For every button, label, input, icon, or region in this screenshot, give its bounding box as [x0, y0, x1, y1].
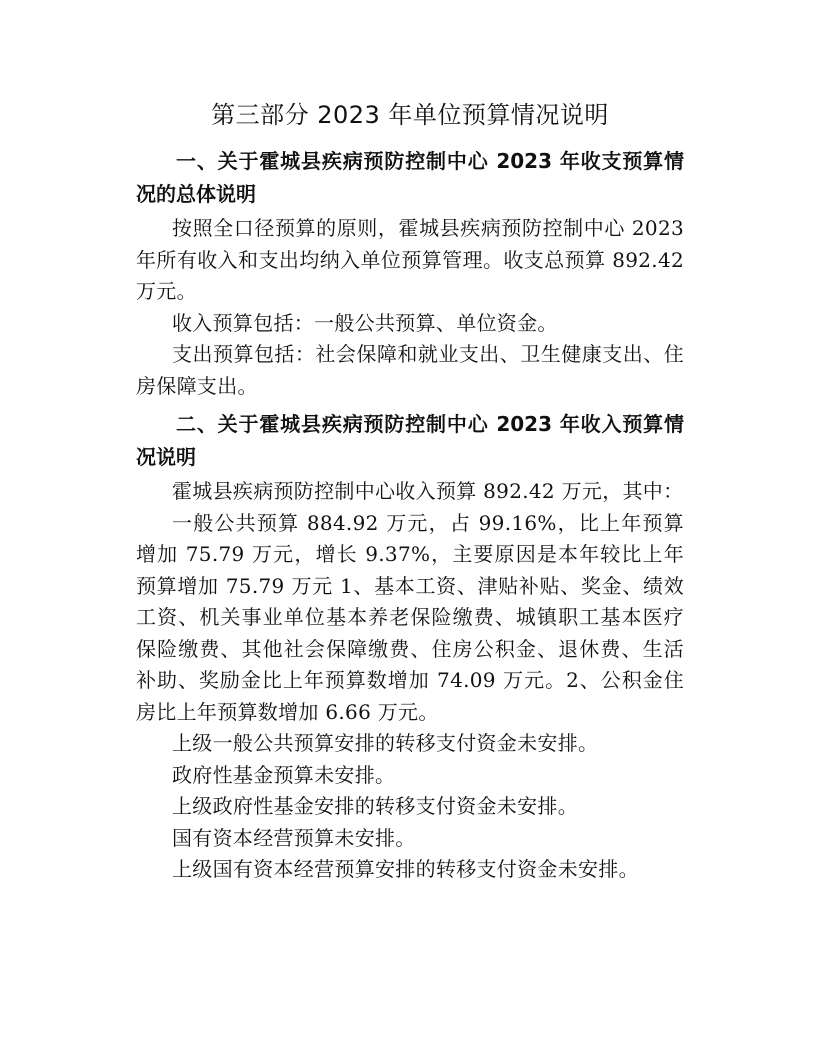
section-overview	[136, 145, 684, 402]
section-heading: 二、关于霍城县疾病预防控制中心 2023 年收入预算情况说明	[136, 412, 684, 469]
document-body	[136, 95, 684, 886]
paragraph: 按照全口径预算的原则，霍城县疾病预防控制中心 2023 年所有收入和支出均纳入单位预算管理。收支总预算 892.42 万元。	[136, 216, 684, 303]
paragraph: 霍城县疾病预防控制中心收入预算 892.42 万元，其中：	[172, 479, 684, 503]
paragraph: 上级一般公共预算安排的转移支付资金未安排。	[172, 731, 599, 755]
section-income	[136, 408, 684, 886]
section-heading: 一、关于霍城县疾病预防控制中心 2023 年收支预算情况的总体说明	[136, 149, 684, 206]
paragraph: 上级国有资本经营预算安排的转移支付资金未安排。	[172, 857, 639, 881]
paragraph: 支出预算包括：社会保障和就业支出、卫生健康支出、住房保障支出。	[136, 342, 684, 398]
paragraph: 政府性基金预算未安排。	[172, 762, 396, 787]
paragraph: 国有资本经营预算未安排。	[172, 825, 416, 850]
paragraph: 一般公共预算 884.92 万元，占 99.16%，比上年预算增加 75.79 万元，增长 9.37%，主要原因是本年较比上年预算增加 75.79 万元 1、基本工资、津贴补贴、奖金、绩效工资、机关事业单位基本养老保险缴费、城镇职工基本医疗保险缴费、其他社会保障缴费、住房公积金、退休费、生活补助、奖励金比上年预算数增加 74.09 万元。2、公积金住房比上年预算数增加 6.66 万元。	[136, 510, 684, 724]
paragraph: 上级政府性基金安排的转移支付资金未安排。	[172, 794, 578, 818]
page-title: 第三部分 2023 年单位预算情况说明	[211, 101, 609, 129]
paragraph: 收入预算包括：一般公共预算、单位资金。	[172, 310, 558, 335]
